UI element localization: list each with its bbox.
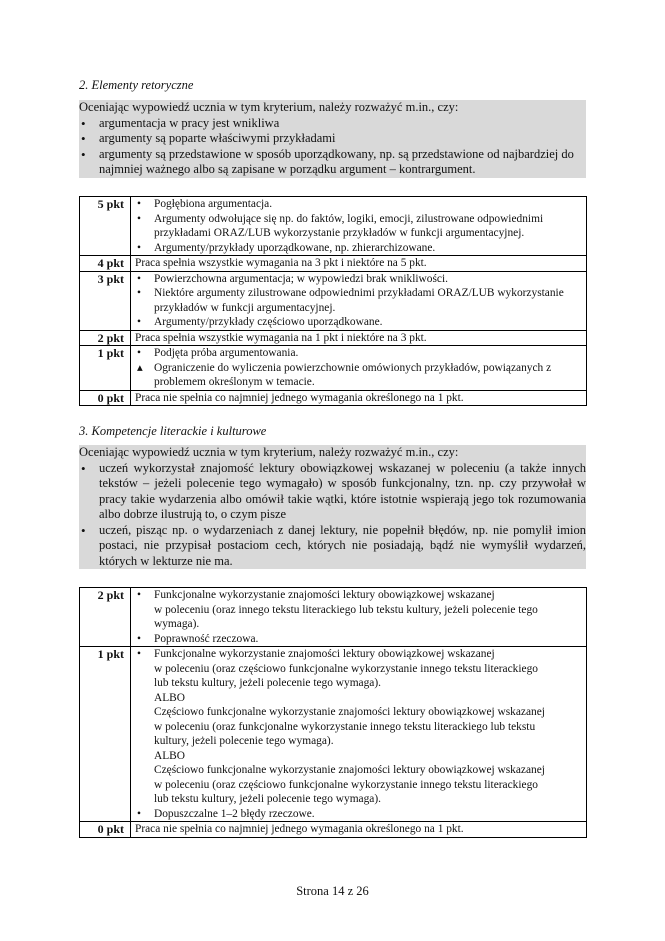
- text-line: lub tekstu kultury, jeżeli polecenie tego wymaga).: [154, 793, 382, 805]
- rubric-table-kompetencje: [79, 587, 587, 838]
- points-cell: 0 pkt: [80, 390, 131, 406]
- description-cell: Praca nie spełnia co najmniej jednego wymagania określonego na 1 pkt.: [131, 822, 587, 838]
- criteria-item: • uczeń wykorzystał znajomość lektury obowiązkowej wskazanej w poleceniu (a także innych tekstów – jeżeli polecenie tego wymagało) w sposób funkcjonalny, tzn. np. czy przywołał w pracy takie wydarzenia albo omówił takie wątki, które istotnie wspierają jego tok rozumowania albo dobrze ilustrują to, o czym pisze: [79, 461, 586, 523]
- list-item: [135, 647, 582, 807]
- table-row: [80, 271, 587, 330]
- criteria-item: • uczeń, pisząc np. o wydarzeniach z danej lektury, nie popełnił błędów, np. nie pomylił imion postaci, nie przypisał postaciom cech, których nie posiadają, bądź nie wymyślił wydarzeń, których w lekturze nie ma.: [79, 523, 586, 570]
- page-number: Strona 14 z 26: [296, 884, 369, 898]
- points-cell: 5 pkt: [80, 197, 131, 256]
- list-item: • Podjęta próba argumentowania.: [135, 346, 582, 361]
- criteria-item: • argumentacja w pracy jest wnikliwa: [79, 116, 586, 132]
- description-cell: Praca spełnia wszystkie wymagania na 1 pkt i niektóre na 3 pkt.: [131, 330, 587, 346]
- points-cell: 3 pkt: [80, 271, 131, 330]
- criteria-intro: Oceniając wypowiedź ucznia w tym kryterium, należy rozważyć m.in., czy:: [79, 445, 459, 459]
- table-row: [80, 588, 587, 647]
- section-title-kompetencje: 3. Kompetencje literackie i kulturowe: [79, 424, 267, 438]
- table-row: [80, 197, 587, 256]
- points-cell: 4 pkt: [80, 256, 131, 272]
- description-cell: [131, 271, 587, 330]
- criteria-box-kompetencje: [79, 445, 586, 569]
- description-cell: Praca spełnia wszystkie wymagania na 3 pkt i niektóre na 5 pkt.: [131, 256, 587, 272]
- table-row: [80, 256, 587, 272]
- text-line: w poleceniu (oraz częściowo funkcjonalne wykorzystanie innego tekstu literackiego: [154, 778, 538, 791]
- text-line: Częściowo funkcjonalne wykorzystanie znajomości lektury obowiązkowej wskazanej: [154, 706, 545, 718]
- text-line: • Funkcjonalne wykorzystanie znajomości lektury obowiązkowej wskazanej: [154, 648, 495, 660]
- text-line: w poleceniu (oraz innego tekstu literackiego lub tekstu kultury, jeżeli polecenie tego: [154, 603, 538, 616]
- points-cell: 0 pkt: [80, 822, 131, 838]
- table-row: [80, 822, 587, 838]
- criteria-box-retoryczne: [79, 100, 586, 178]
- text-line: w poleceniu (oraz częściowo funkcjonalne wykorzystanie innego tekstu literackiego: [154, 662, 538, 675]
- albo-label: ALBO: [154, 691, 186, 704]
- description-cell: Praca nie spełnia co najmniej jednego wymagania określonego na 1 pkt.: [131, 390, 587, 406]
- list-item: • Argumenty/przykłady częściowo uporządkowane.: [135, 315, 582, 330]
- list-item: • Argumenty odwołujące się np. do faktów, logiki, emocji, zilustrowane odpowiednimi przykładami ORAZ/LUB wykorzystanie przykładów w funkcji argumentacyjnej.: [135, 212, 582, 241]
- list-item: • Pogłębiona argumentacja.: [135, 197, 582, 212]
- table-row: [80, 330, 587, 346]
- description-cell: [131, 588, 587, 647]
- points-cell: 2 pkt: [80, 330, 131, 346]
- list-item: • Argumenty/przykłady uporządkowane, np. zhierarchizowane.: [135, 241, 582, 256]
- text-line: kultury, jeżeli polecenie tego wymaga).: [154, 735, 334, 747]
- table-row: [80, 647, 587, 822]
- criteria-intro: Oceniając wypowiedź ucznia w tym kryterium, należy rozważyć m.in., czy:: [79, 100, 459, 114]
- text-line: lub tekstu kultury, jeżeli polecenie tego wymaga).: [154, 677, 382, 689]
- section-title-elementy-retoryczne: 2. Elementy retoryczne: [79, 78, 194, 92]
- albo-label: ALBO: [154, 749, 186, 762]
- rubric-table-retoryczne: [79, 196, 587, 406]
- text-line: • Funkcjonalne wykorzystanie znajomości lektury obowiązkowej wskazanej: [154, 589, 495, 601]
- list-item: • Powierzchowna argumentacja; w wypowiedzi brak wnikliwości.: [135, 272, 582, 287]
- description-cell: [131, 346, 587, 391]
- table-row: [80, 346, 587, 391]
- list-item: [135, 588, 582, 632]
- points-cell: 1 pkt: [80, 647, 131, 822]
- list-item: • Dopuszczalne 1–2 błędy rzeczowe.: [135, 807, 582, 822]
- points-cell: 1 pkt: [80, 346, 131, 391]
- description-cell: [131, 647, 587, 822]
- description-cell: [131, 197, 587, 256]
- criteria-list: [79, 461, 586, 570]
- list-item: ▴ Ograniczenie do wyliczenia powierzchownie omówionych przykładów, powiązanych z problemem określonym w temacie.: [135, 361, 582, 390]
- criteria-item: • argumenty są poparte właściwymi przykładami: [79, 131, 586, 147]
- text-line: Częściowo funkcjonalne wykorzystanie znajomości lektury obowiązkowej wskazanej: [154, 764, 545, 776]
- text-line: wymaga).: [154, 618, 200, 630]
- criteria-item: • argumenty są przedstawione w sposób uporządkowany, np. są przedstawione od najbardziej do najmniej ważnego albo są zapisane w porządku argument – kontrargument.: [79, 147, 586, 178]
- list-item: • Niektóre argumenty zilustrowane odpowiednimi przykładami ORAZ/LUB wykorzystanie przykładów w funkcji argumentacyjnej.: [135, 286, 582, 315]
- list-item: • Poprawność rzeczowa.: [135, 632, 582, 647]
- criteria-list: [79, 116, 586, 178]
- points-cell: 2 pkt: [80, 588, 131, 647]
- text-line: w poleceniu (oraz funkcjonalne wykorzystanie innego tekstu literackiego lub tekstu: [154, 720, 536, 733]
- table-row: [80, 390, 587, 406]
